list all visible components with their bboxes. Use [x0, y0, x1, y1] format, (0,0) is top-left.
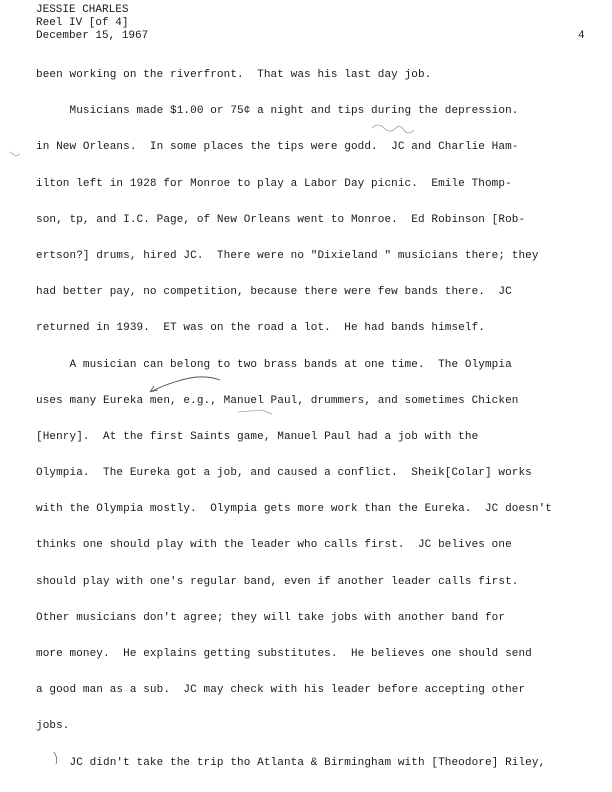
transcript-line: with the Olympia mostly. Olympia gets more work than the Eureka. JC doesn't	[36, 503, 552, 516]
page-number: 4	[578, 30, 585, 42]
transcript-line: Other musicians don't agree; they will take jobs with another band for	[36, 611, 506, 624]
interviewee-name: JESSIE CHARLES	[36, 4, 129, 16]
transcript-line: Olympia. The Eureka got a job, and caused a conflict. Sheik[Colar] works	[36, 467, 532, 480]
interview-date: December 15, 1967	[36, 30, 149, 42]
transcript-line: more money. He explains getting substitutes. He believes one should send	[36, 648, 532, 660]
transcript-line: returned in 1939. ET was on the road a lot. He had bands himself.	[36, 322, 485, 335]
transcript-line: uses many Eureka men, e.g., Manuel Paul, drummers, and sometimes Chicken	[36, 394, 519, 407]
transcript-line: [Henry]. At the first Saints game, Manuel Paul had a job with the	[36, 430, 479, 443]
transcript-line: son, tp, and I.C. Page, of New Orleans went to Monroe. Ed Robinson [Rob-	[36, 213, 526, 226]
transcript-line: Musicians made $1.00 or 75¢ a night and tips during the depression.	[36, 105, 519, 118]
transcript-line: been working on the riverfront. That was his last day job.	[36, 69, 432, 81]
pencil-mark-tick	[10, 152, 20, 156]
transcript-line: ertson?] drums, hired JC. There were no "Dixieland " musicians there; they	[36, 249, 539, 262]
transcript-line: should play with one's regular band, even if another leader calls first.	[36, 575, 519, 588]
transcript-line: thinks one should play with the leader who calls first. JC belives one	[36, 539, 512, 552]
transcript-line: in New Orleans. In some places the tips were godd. JC and Charlie Ham-	[36, 141, 519, 154]
document-header	[36, 4, 148, 43]
transcript-line: had better pay, no competition, because there were few bands there. JC	[36, 286, 512, 299]
transcript-line: ilton left in 1928 for Monroe to play a Labor Day picnic. Emile Thomp-	[36, 177, 512, 190]
transcript-line: jobs.	[36, 720, 70, 733]
transcript-body	[36, 66, 606, 790]
transcript-line: a good man as a sub. JC may check with his leader before accepting other	[36, 684, 526, 697]
transcript-line: JC didn't take the trip tho Atlanta & Birmingham with [Theodore] Riley,	[36, 756, 546, 769]
transcript-line: A musician can belong to two brass bands at one time. The Olympia	[36, 358, 512, 371]
reel-number: Reel IV [of 4]	[36, 17, 129, 29]
